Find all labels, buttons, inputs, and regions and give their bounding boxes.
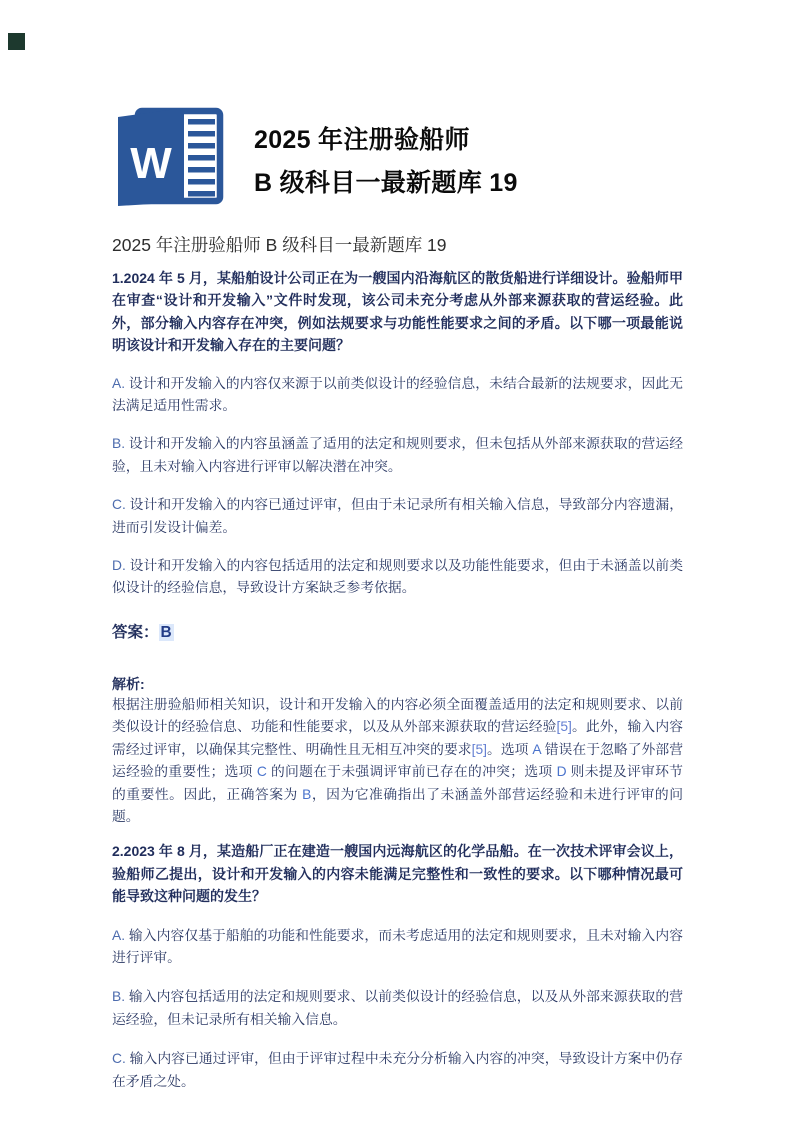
option-text: 设计和开发输入的内容虽涵盖了适用的法定和规则要求，但未包括从外部来源获取的营运经验，且未对输入内容进行评审以解决潜在冲突。 [112,436,683,474]
option-text: 设计和开发输入的内容仅来源于以前类似设计的经验信息，未结合最新的法规要求，因此无法满足适用性需求。 [112,375,683,414]
answer-value: B [160,623,172,641]
citation-ref: [5] [471,741,487,757]
option-letter: C. [112,497,126,513]
question-2-option-b [112,986,683,1031]
analysis-text-run: 根据注册验船师相关知识，设计和开发输入的内容必须全面覆盖适用的法定和规则要求、以前类似设计的经验信息、功能和性能要求，以及从外部来源获取的营运经验 [112,696,683,735]
option-letter: C. [112,1051,126,1067]
question-2-option-a [112,925,683,970]
answer-label: 答案： [112,623,159,641]
document-title [254,105,518,205]
option-text: 设计和开发输入的内容已通过评审，但由于未记录所有相关输入信息，导致部分内容遗漏，进而引发设计偏差。 [112,497,683,535]
question-1-option-d [112,555,683,600]
question-1-stem: 1.2024 年 5 月，某船舶设计公司正在为一艘国内沿海航区的散货船进行详细设计。验船师甲在审查“设计和开发输入”文件时发现，该公司未充分考虑从外部来源获取的营运经验。此外，部分输入内容存在冲突，例如法规要求与功能性能要求之间的矛盾。以下哪一项最能说明该设计和开发输入存在的主要问题？ [112,270,683,354]
question-1-option-b [112,433,683,478]
analysis-text-run: 。选项 [486,741,533,757]
option-letter: B. [112,436,126,452]
option-text: 输入内容仅基于船舶的功能和性能要求，而未考虑适用的法定和规则要求，且未对输入内容进行评审。 [112,927,683,965]
option-text: 输入内容包括适用的法定和规则要求、以前类似设计的经验信息，以及从外部来源获取的营运经验，但未记录所有相关输入信息。 [112,989,683,1027]
analysis-text-run: 的问题在于未强调评审前已存在的冲突；选项 [266,764,557,780]
analysis-text-run: 。此外，输入内容需经过评审，以确保其完整性、明确性且无相互冲突的要求 [112,719,684,757]
option-letter-ref: B [302,786,312,802]
option-letter-ref: D [556,764,567,780]
question-1-analysis-label: 解析: [112,675,145,692]
question-1-option-a [112,373,683,418]
analysis-text-run: ，因为它准确指出了未涵盖外部营运经验和未进行评审的问题。 [112,786,683,824]
svg-text:W: W [130,139,172,188]
question-1-analysis [112,694,683,828]
option-letter: D. [112,558,126,574]
question-2-stem: 2.2023 年 8 月，某造船厂正在建造一艘国内远海航区的化学品船。在一次技术评审会议上，验船师乙提出，设计和开发输入的内容未能满足完整性和一致性的要求。以下哪种情况最可能导致这种问题的发生？ [112,843,683,905]
option-text: 设计和开发输入的内容包括适用的法定和规则要求以及功能性能要求，但由于未涵盖以前类似设计的经验信息，导致设计方案缺乏参考依据。 [112,558,683,596]
document-title-line1: 2025 年注册验船师 [254,126,470,154]
document-subtitle: 2025 年注册验船师 B 级科目一最新题库 19 [112,235,447,255]
analysis-text-run: 则未提及评审环节的重要性。因此，正确答案为 [112,764,683,802]
citation-ref: [5] [556,719,572,735]
word-icon [112,105,226,207]
analysis-text-run: 错误在于忽略了外部营运经验的重要性；选项 [112,741,683,780]
option-letter-ref: A [532,741,541,757]
question-1-option-c [112,494,683,539]
question-2-option-c [112,1048,683,1093]
option-letter: A. [112,927,126,943]
corner-mark [8,33,25,50]
option-letter: A. [112,375,126,391]
document-page [112,105,683,1093]
option-text: 输入内容已通过评审，但由于评审过程中未充分分析输入内容的冲突，导致设计方案中仍存在矛盾之处。 [112,1051,683,1089]
option-letter-ref: C [256,764,267,780]
question-1-answer [112,620,683,642]
document-header [112,105,683,207]
option-letter: B. [112,989,126,1005]
document-title-line2: B 级科目一最新题库 19 [254,169,518,197]
